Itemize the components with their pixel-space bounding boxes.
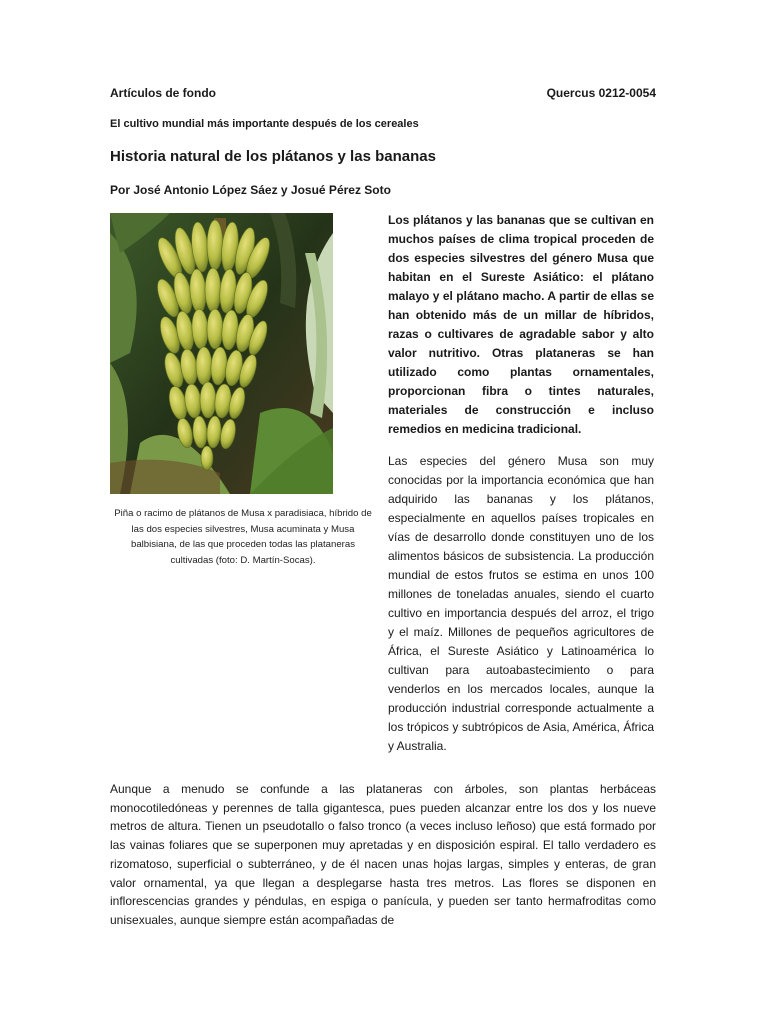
article-title: Historia natural de los plátanos y las bananas <box>110 148 436 165</box>
article-authors: Por José Antonio López Sáez y Josué Pérez Soto <box>110 183 391 197</box>
article-subtitle: El cultivo mundial más importante después de los cereales <box>110 118 419 130</box>
right-column <box>388 211 654 769</box>
journal-label: Quercus 0212-0054 <box>546 86 656 100</box>
banana-bunch-photo <box>110 213 333 494</box>
body-paragraph-3: Aunque a menudo se confunde a las plataneras con árboles, son plantas herbáceas monocotiledóneas y perennes de talla gigantesca, pues pueden alcanzar entre los dos y los nueve metros de altura. Tienen un pseudotallo o falso tronco (a veces incluso leñoso) que está formado por las vainas foliares que se superponen muy apretadas y en disposición espiral. El tallo verdadero es rizomatoso, superficial o subterráneo, y de él nacen unas hojas largas, simples y enteras, de gran valor ornamental, ya que llegan a desplegarse hasta tres metros. Las flores se disponen en inflorescencias grandes y péndulas, en espiga o panícula, y pueden ser tanto hermafroditas como unisexuales, aunque siempre están acompañadas de <box>110 782 656 927</box>
page-header <box>110 86 656 100</box>
lead-paragraph: Los plátanos y las bananas que se cultivan en muchos países de clima tropical proceden de dos especies silvestres del género Musa que habitan en el Sureste Asiático: el plátano malayo y el plátano macho. A partir de ellas se han obtenido más de un millar de híbridos, razas o cultivares de agradable sabor y alto valor nutritivo. Otras plataneras se han utilizado como plantas ornamentales, proporcionan fibra o tintes naturales, materiales de construcción e incluso remedios en medicina tradicional. <box>388 213 654 436</box>
body-paragraph-2: Las especies del género Musa son muy conocidas por la importancia económica que han adquirido las bananas y los plátanos, especialmente en aquellos países tropicales en vías de desarrollo donde constituyen uno de los alimentos básicos de subsistencia. La producción mundial de estos frutos se estima en unos 100 millones de toneladas anuales, siendo el cuarto cultivo en importancia después del arroz, el trigo y el maíz. Millones de pequeños agricultores de África, el Sureste Asiático y Latinoamérica lo cultivan para autoabastecimiento o para venderlos en los mercados locales, aunque la producción industrial corresponde actualmente a los trópicos y subtrópicos de Asia, América, África y Australia. <box>388 454 654 753</box>
section-label: Artículos de fondo <box>110 86 216 100</box>
photo-caption: Piña o racimo de plátanos de Musa x paradisiaca, híbrido de las dos especies silvestres, Musa acuminata y Musa balbisiana, de las que proceden todas las plataneras cultivadas (foto: D. Martín-Socas). <box>114 508 372 566</box>
